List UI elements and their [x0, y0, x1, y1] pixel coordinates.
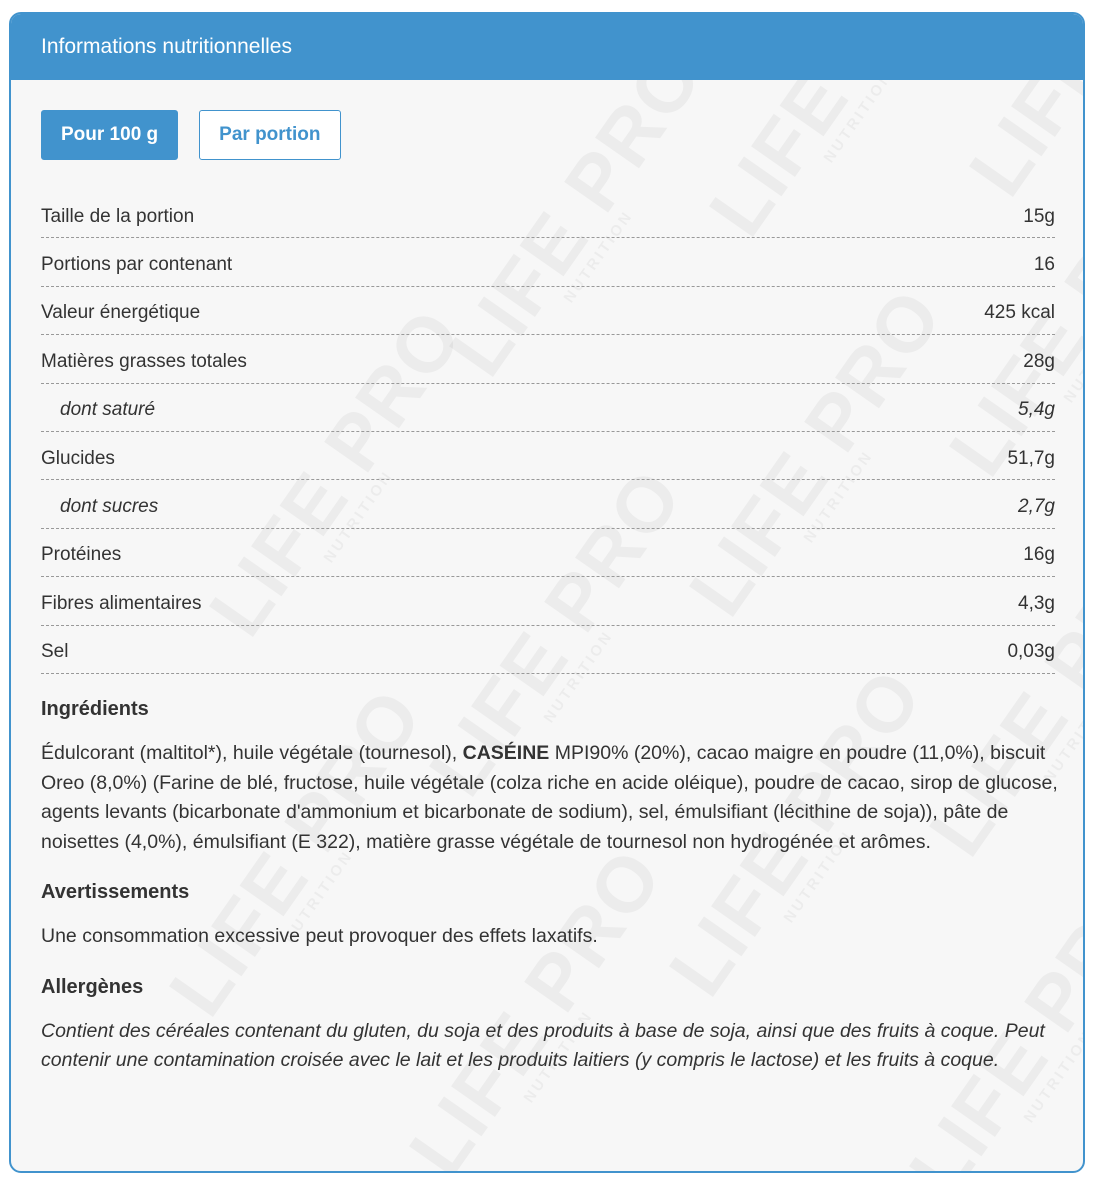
nutrient-value: 5,4g	[1018, 399, 1055, 421]
tab-per-portion[interactable]: Par portion	[199, 110, 340, 160]
nutrition-row	[41, 432, 1055, 480]
nutrition-row	[41, 626, 1055, 674]
nutrient-label: Glucides	[41, 447, 115, 469]
nutrient-value: 425 kcal	[984, 302, 1055, 324]
nutrient-label: dont sucres	[60, 496, 159, 518]
allergen-highlight: CASÉINE	[462, 741, 550, 764]
nutrient-label: Valeur énergétique	[41, 302, 201, 324]
nutrient-label: dont saturé	[60, 399, 156, 421]
nutrition-table	[41, 190, 1055, 674]
tab-per-100g[interactable]: Pour 100 g	[41, 110, 178, 160]
nutrient-label: Sel	[41, 641, 69, 663]
allergens-heading: Allergènes	[41, 975, 144, 998]
nutrition-panel	[9, 12, 1085, 1173]
nutrient-value: 0,03g	[1007, 641, 1055, 663]
nutrient-label: Taille de la portion	[41, 205, 195, 227]
allergens-text: Contient des céréales contenant du gluten, du soja et des produits à base de soja, ainsi que des fruits à coque. Peut contenir une contamination croisée avec le lait et les produits laitiers (y compris le lactose) et les fruits à coque.	[41, 1019, 1045, 1072]
nutrient-value: 15g	[1023, 205, 1055, 227]
nutrient-label: Fibres alimentaires	[41, 592, 202, 614]
ingredients-text	[41, 739, 1059, 857]
nutrient-value: 16g	[1023, 544, 1055, 566]
nutrient-value: 2,7g	[1018, 496, 1055, 518]
nutrition-row	[41, 287, 1055, 335]
nutrient-value: 16	[1033, 254, 1055, 276]
nutrition-row	[41, 529, 1055, 577]
nutrition-row	[41, 190, 1055, 238]
ingredients-text-after: MPI90% (20%), cacao maigre en poudre (11,0%), biscuit Oreo (8,0%) (Farine de blé, fructose, huile végétale (colza riche en acide oléique), poudre de cacao, sirop de glucose, agents levants (bicarbonate d'ammonium et bicarbonate de sodium), sel, émulsifiant (lécithine de soja)), pâte de noisettes (4,0%), émulsifiant (E 322), matière grasse végétale de tournesol non hydrogénée et arômes.	[41, 741, 1058, 853]
warnings-heading: Avertissements	[41, 881, 190, 904]
nutrition-row	[41, 577, 1055, 625]
nutrient-value: 28g	[1023, 350, 1055, 372]
nutrient-value: 4,3g	[1018, 592, 1055, 614]
nutrition-row	[41, 238, 1055, 286]
panel-content	[11, 80, 1083, 1076]
nutrient-label: Protéines	[41, 544, 122, 566]
nutrition-subrow	[41, 480, 1055, 528]
nutrition-subrow	[41, 384, 1055, 432]
warnings-text: Une consommation excessive peut provoquer des effets laxatifs.	[41, 925, 598, 948]
ingredients-text-before: Édulcorant (maltitol*), huile végétale (tournesol),	[41, 741, 463, 764]
nutrition-row	[41, 335, 1055, 383]
nutrient-label: Matières grasses totales	[41, 350, 247, 372]
panel-title: Informations nutritionnelles	[11, 14, 1083, 80]
ingredients-heading: Ingrédients	[41, 697, 149, 720]
nutrient-value: 51,7g	[1007, 447, 1055, 469]
nutrient-label: Portions par contenant	[41, 254, 233, 276]
unit-tabs	[41, 110, 1053, 160]
